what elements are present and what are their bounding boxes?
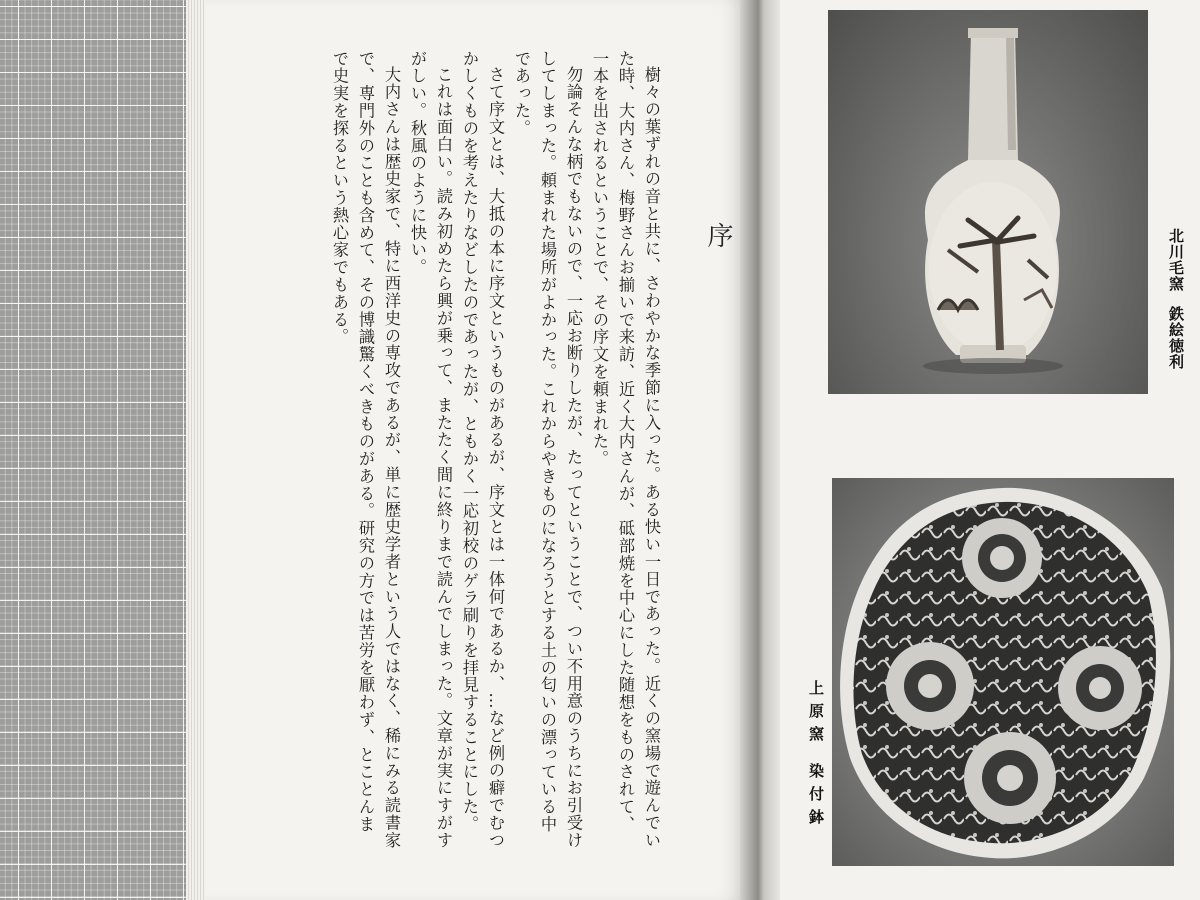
- sometsuke-bowl-illustration: [832, 478, 1174, 866]
- caption-object: 鉄絵徳利: [1167, 306, 1185, 370]
- paragraph: 勿論そんな柄でもないので、一応お断りしたが、たってということで、つい不用意のうちにお引受けしてしまった。頼まれた場所がよかった。これからやきものになろうとする土の匂いの漂っている中であった。: [512, 50, 583, 850]
- caption-kiln: 北川毛窯: [1167, 228, 1185, 292]
- paragraph: さて序文とは、大抵の本に序文というものがあるが、序文とは一体何であるか、…など例の癖でむつかしくものを考えたりなどしたのであったが、ともかく一応初校のゲラ刷りを拝見することにした。: [460, 50, 505, 850]
- tokkuri-bottle-illustration: [828, 10, 1148, 394]
- top-plate-caption: [1166, 228, 1187, 370]
- page-heading: 序: [703, 222, 733, 248]
- bowl-photo: [832, 478, 1174, 866]
- cutting-mat-background: [0, 0, 200, 900]
- page-edges: [186, 0, 208, 900]
- book-gutter: [740, 0, 780, 900]
- caption-kiln: 上原窯: [807, 680, 825, 749]
- preface-body: [272, 50, 664, 850]
- paragraph: 大内さんは歴史家で、特に西洋史の専攻であるが、単に歴史学者という人ではなく、稀にみる読書家で、専門外のことも含めて、その博識驚くべきものがある。研究の方では苦労を厭わず、とことんまで史実を探るという熱心家でもある。: [330, 50, 401, 850]
- bottle-photo: [828, 10, 1148, 394]
- caption-object: 染付鉢: [807, 763, 825, 832]
- bottom-plate-caption: [806, 680, 827, 832]
- paragraph: 樹々の葉ずれの音と共に、さわやかな季節に入った。ある快い一日であった。近くの窯場で遊んでいた時、大内さん、梅野さんお揃いで来訪、近く大内さんが、砥部焼を中心にした随想をものされて、一本を出されるということで、その序文を頼まれた。: [590, 50, 661, 850]
- paragraph: これは面白い。読み初めたら興が乗って、またたく間に終りまで読んでしまった。文章が実にすがすがしい。秋風のように快い。: [408, 50, 453, 850]
